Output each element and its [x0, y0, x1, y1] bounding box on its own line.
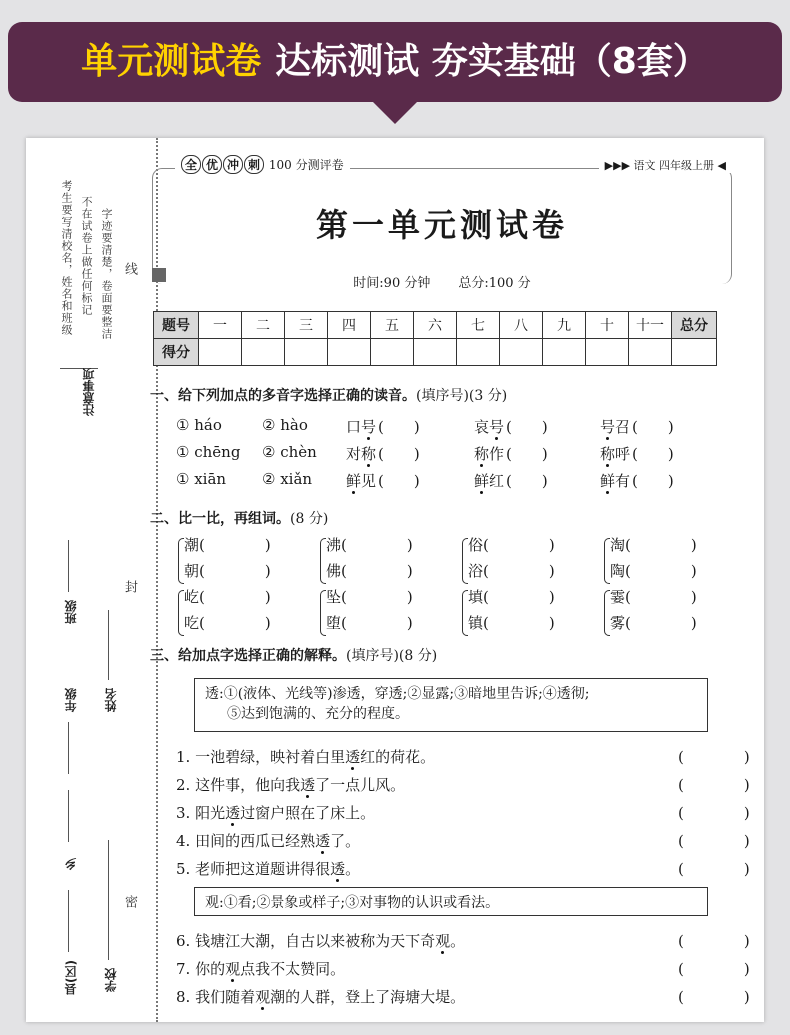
compare-item — [468, 534, 555, 555]
compare-item — [184, 560, 271, 581]
compare-char: 屹 — [184, 588, 200, 606]
notes-line-2: 不在试卷上做任何标记 — [80, 196, 93, 316]
answer-blank[interactable]: ( ) — [678, 932, 750, 950]
answer-blank[interactable]: ( ) — [678, 804, 750, 822]
answer-blank[interactable]: ( ) — [678, 776, 750, 794]
banner-arrow — [371, 100, 419, 124]
dotted-char: 观 — [435, 932, 451, 950]
answer-blank[interactable]: ( ) — [341, 588, 413, 606]
score-input[interactable] — [371, 339, 414, 366]
township-blank — [68, 790, 69, 842]
answer-blank[interactable]: ( ) — [625, 588, 697, 606]
dotted-char: 透 — [300, 776, 316, 794]
option-pinyin: ② xiǎn — [262, 470, 313, 488]
compare-char: 朝 — [184, 562, 200, 580]
question-text: 。 — [450, 932, 466, 950]
brand-label — [175, 155, 350, 174]
banner — [8, 22, 782, 102]
compare-char: 沸 — [326, 536, 342, 554]
word-char: 召 — [615, 418, 631, 436]
grade-blank — [68, 722, 69, 774]
answer-blank[interactable]: ( ) — [378, 418, 420, 436]
name-blank — [108, 610, 109, 680]
section-1-title: 一、给下列加点的多音字选择正确的读音。(填序号)(3 分) — [150, 388, 508, 404]
question-item — [176, 858, 360, 879]
answer-blank[interactable]: ( ) — [199, 536, 271, 554]
word-item — [600, 416, 674, 437]
class-blank — [68, 540, 69, 592]
grade-subject: ▶▶▶ 语文 四年级上册 ◀ — [599, 157, 732, 173]
answer-blank[interactable]: ( ) — [483, 588, 555, 606]
answer-blank[interactable]: ( ) — [506, 418, 548, 436]
answer-blank[interactable]: ( ) — [199, 588, 271, 606]
table-cell: 九 — [543, 312, 586, 339]
answer-blank[interactable]: ( ) — [632, 472, 674, 490]
question-text: 5. 老师把这道题讲得很 — [176, 860, 331, 878]
question-text: 过窗户照在了床上。 — [240, 804, 376, 822]
score-input[interactable] — [629, 339, 672, 366]
question-text: 4. 田间的西瓜已经熟 — [176, 832, 316, 850]
compare-char: 雾 — [610, 614, 626, 632]
table-cell: 十 — [586, 312, 629, 339]
compare-char: 吃 — [184, 614, 200, 632]
dotted-char: 透 — [225, 804, 241, 822]
compare-item — [610, 534, 697, 555]
notes-line-3: 字迹要清楚，卷面要整洁 — [100, 208, 113, 340]
answer-blank[interactable]: ( ) — [678, 832, 750, 850]
definition-box-tou: 透:①(液体、光线等)渗透，穿透;②显露;③暗地里告诉;④透彻; ⑤达到饱满的、充分的程度。 — [194, 678, 708, 732]
word-char: 口 — [346, 418, 362, 436]
score-input[interactable] — [285, 339, 328, 366]
word-char: 鲜 — [600, 472, 616, 490]
name-label: 姓名 — [104, 688, 118, 712]
answer-blank[interactable]: ( ) — [625, 614, 697, 632]
question-text: 2. 这件事，他向我 — [176, 776, 301, 794]
word-char: 鲜 — [474, 472, 490, 490]
dotted-char: 观 — [255, 988, 271, 1006]
section-3-title: 三、给加点字选择正确的解释。(填序号)(8 分) — [150, 648, 438, 664]
exam-time: 时间:90 分钟 — [353, 276, 431, 291]
word-item — [600, 470, 674, 491]
question-item — [176, 930, 465, 951]
word-item — [474, 470, 548, 491]
compare-item — [610, 560, 697, 581]
definition-box-guan: 观:①看;②景象或样子;③对事物的认识或看法。 — [194, 887, 708, 916]
table-cell: 四 — [328, 312, 371, 339]
answer-blank[interactable]: ( ) — [678, 960, 750, 978]
cut-mark-seal: 封 — [122, 580, 137, 594]
score-input[interactable] — [500, 339, 543, 366]
brand-char: 优 — [202, 155, 222, 174]
answer-blank[interactable]: ( ) — [678, 860, 750, 878]
question-item — [176, 958, 345, 979]
dotted-char: 透 — [330, 860, 346, 878]
option-pinyin: ① chēng — [176, 443, 241, 461]
compare-item — [468, 586, 555, 607]
brand-char: 冲 — [223, 155, 243, 174]
table-cell: 七 — [457, 312, 500, 339]
dotted-char: 透 — [315, 832, 331, 850]
compare-char: 坠 — [326, 588, 342, 606]
score-input[interactable] — [242, 339, 285, 366]
option-pinyin: ① háo — [176, 416, 222, 434]
answer-blank[interactable]: ( ) — [506, 445, 548, 463]
township-label: 乡 — [64, 858, 78, 870]
score-input[interactable] — [457, 339, 500, 366]
word-char: 哀 — [474, 418, 490, 436]
compare-item — [326, 586, 413, 607]
answer-blank[interactable]: ( ) — [483, 536, 555, 554]
word-char: 红 — [489, 472, 505, 490]
word-char: 称 — [361, 445, 377, 463]
compare-item — [468, 612, 555, 633]
class-label: 班级 — [64, 600, 78, 624]
question-text: 了。 — [330, 832, 361, 850]
word-char: 对 — [346, 445, 362, 463]
word-item — [346, 443, 420, 464]
compare-char: 镇 — [468, 614, 484, 632]
answer-blank[interactable]: ( ) — [625, 562, 697, 580]
compare-char: 霎 — [610, 588, 626, 606]
answer-blank[interactable]: ( ) — [678, 748, 750, 766]
word-char: 见 — [361, 472, 377, 490]
compare-char: 俗 — [468, 536, 484, 554]
compare-char: 堕 — [326, 614, 342, 632]
cut-mark-secret: 密 — [122, 895, 137, 909]
compare-item — [184, 586, 271, 607]
word-char: 号 — [361, 418, 377, 436]
question-text: 潮的人群，登上了海塘大堤。 — [270, 988, 466, 1006]
section-2-title: 二、比一比，再组词。(8 分) — [150, 511, 329, 527]
score-input[interactable] — [328, 339, 371, 366]
banner-title: 单元测试卷 达标测试 夯实基础（8套） — [81, 41, 709, 82]
score-table — [153, 311, 717, 366]
table-cell: 一 — [199, 312, 242, 339]
answer-blank[interactable]: ( ) — [483, 562, 555, 580]
brand-suffix: 100 分测评卷 — [268, 158, 344, 172]
answer-blank[interactable]: ( ) — [199, 562, 271, 580]
score-input[interactable] — [586, 339, 629, 366]
question-text: 。 — [345, 860, 361, 878]
answer-blank[interactable]: ( ) — [199, 614, 271, 632]
answer-blank[interactable]: ( ) — [341, 562, 413, 580]
question-text: 3. 阳光 — [176, 804, 226, 822]
table-cell: 二 — [242, 312, 285, 339]
word-char: 称 — [600, 445, 616, 463]
table-cell: 六 — [414, 312, 457, 339]
brand-char: 刺 — [244, 155, 264, 174]
word-item — [346, 470, 420, 491]
word-char: 称 — [474, 445, 490, 463]
compare-item — [610, 612, 697, 633]
score-input[interactable] — [199, 339, 242, 366]
dotted-char: 观 — [225, 960, 241, 978]
notes-title: 注意事项 — [82, 368, 96, 416]
score-input[interactable] — [672, 339, 717, 366]
compare-item — [184, 612, 271, 633]
table-row — [154, 339, 717, 366]
compare-char: 填 — [468, 588, 484, 606]
compare-char: 佛 — [326, 562, 342, 580]
question-text: 1. 一池碧绿，映衬着白里 — [176, 748, 346, 766]
compare-char: 淘 — [610, 536, 626, 554]
question-text: 红的荷花。 — [360, 748, 436, 766]
question-item — [176, 830, 360, 851]
option-pinyin: ② hào — [262, 416, 308, 434]
answer-blank[interactable]: ( ) — [506, 472, 548, 490]
question-item — [176, 746, 435, 767]
compare-char: 潮 — [184, 536, 200, 554]
compare-item — [468, 560, 555, 581]
answer-blank[interactable]: ( ) — [378, 445, 420, 463]
answer-blank[interactable]: ( ) — [341, 614, 413, 632]
answer-blank[interactable]: ( ) — [632, 445, 674, 463]
question-text: 6. 钱塘江大潮，自古以来被称为天下奇 — [176, 932, 436, 950]
time-total-line — [152, 272, 732, 291]
compare-item — [184, 534, 271, 555]
question-text: 7. 你的 — [176, 960, 226, 978]
compare-item — [326, 534, 413, 555]
option-pinyin: ① xiān — [176, 470, 227, 488]
table-row — [154, 312, 717, 339]
word-item — [600, 443, 674, 464]
table-header: 得分 — [154, 339, 199, 366]
compare-char: 陶 — [610, 562, 626, 580]
school-label: 学校 — [104, 968, 118, 992]
question-item — [176, 802, 375, 823]
table-cell: 五 — [371, 312, 414, 339]
compare-item — [326, 612, 413, 633]
answer-blank[interactable]: ( ) — [625, 536, 697, 554]
compare-char: 浴 — [468, 562, 484, 580]
dotted-char: 透 — [345, 748, 361, 766]
county-label: 县(区) — [64, 960, 78, 995]
word-item — [474, 416, 548, 437]
county-blank — [68, 890, 69, 952]
answer-blank[interactable]: ( ) — [678, 988, 750, 1006]
table-cell: 三 — [285, 312, 328, 339]
compare-item — [326, 560, 413, 581]
answer-blank[interactable]: ( ) — [632, 418, 674, 436]
grade-label: 年级 — [64, 688, 78, 712]
answer-blank[interactable]: ( ) — [341, 536, 413, 554]
table-cell: 十一 — [629, 312, 672, 339]
table-header: 总分 — [672, 312, 717, 339]
word-char: 呼 — [615, 445, 631, 463]
word-char: 号 — [489, 418, 505, 436]
cut-mark-line: 线 — [122, 262, 137, 276]
question-text: 8. 我们随着 — [176, 988, 256, 1006]
school-blank — [108, 840, 109, 960]
question-text: 了一点儿风。 — [315, 776, 406, 794]
question-text: 点我不太赞同。 — [240, 960, 346, 978]
exam-total: 总分:100 分 — [458, 276, 531, 291]
table-header: 题号 — [154, 312, 199, 339]
word-char: 号 — [600, 418, 616, 436]
word-item — [474, 443, 548, 464]
word-char: 鲜 — [346, 472, 362, 490]
compare-item — [610, 586, 697, 607]
question-item — [176, 774, 405, 795]
notes-line-1: 考生要写清校名，姓名和班级 — [60, 180, 73, 336]
brand-char: 全 — [181, 155, 201, 174]
option-pinyin: ② chèn — [262, 443, 317, 461]
score-input[interactable] — [414, 339, 457, 366]
answer-blank[interactable]: ( ) — [483, 614, 555, 632]
word-char: 有 — [615, 472, 631, 490]
page-title: 第一单元测试卷 — [315, 206, 568, 244]
question-item — [176, 986, 465, 1007]
table-cell: 八 — [500, 312, 543, 339]
word-char: 作 — [489, 445, 505, 463]
word-item — [346, 416, 420, 437]
score-input[interactable] — [543, 339, 586, 366]
answer-blank[interactable]: ( ) — [378, 472, 420, 490]
